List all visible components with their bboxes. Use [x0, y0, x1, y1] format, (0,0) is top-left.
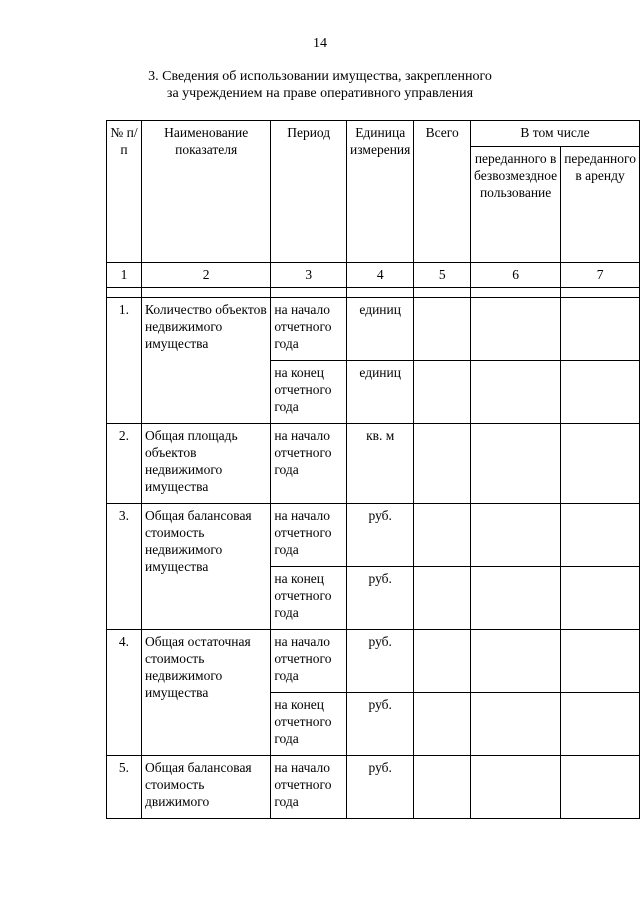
- rent-cell: [561, 424, 640, 504]
- period-cell: на начало отчетного года: [271, 424, 347, 504]
- section-title: [110, 68, 530, 102]
- rent-cell: [561, 504, 640, 567]
- table-row: [107, 298, 640, 361]
- table-row: [107, 424, 640, 504]
- free-use-cell: [471, 424, 561, 504]
- separator-cell: [414, 288, 471, 298]
- total-cell: [414, 630, 471, 693]
- column-number: 2: [141, 263, 270, 288]
- table-row: [107, 630, 640, 693]
- indicator-name: Общая балансовая стоимость недвижимого имущества: [141, 504, 270, 630]
- header-rent: переданного в аренду: [561, 147, 640, 263]
- indicator-name: Общая остаточная стоимость недвижимого имущества: [141, 630, 270, 756]
- unit-cell: руб.: [347, 693, 414, 756]
- period-cell: на конец отчетного года: [271, 567, 347, 630]
- indicator-name: Общая балансовая стоимость движимого: [141, 756, 270, 819]
- rent-cell: [561, 361, 640, 424]
- total-cell: [414, 567, 471, 630]
- column-number: 6: [471, 263, 561, 288]
- row-number: 4.: [107, 630, 142, 756]
- column-number: 1: [107, 263, 142, 288]
- rent-cell: [561, 298, 640, 361]
- separator-cell: [347, 288, 414, 298]
- header-unit: Единица измерения: [347, 121, 414, 263]
- total-cell: [414, 756, 471, 819]
- period-cell: на конец отчетного года: [271, 693, 347, 756]
- row-number: 1.: [107, 298, 142, 424]
- rent-cell: [561, 756, 640, 819]
- free-use-cell: [471, 504, 561, 567]
- header-including: В том числе: [471, 121, 640, 147]
- rent-cell: [561, 567, 640, 630]
- free-use-cell: [471, 361, 561, 424]
- row-number: 3.: [107, 504, 142, 630]
- total-cell: [414, 693, 471, 756]
- column-number: 3: [271, 263, 347, 288]
- rent-cell: [561, 630, 640, 693]
- free-use-cell: [471, 756, 561, 819]
- property-usage-table: [106, 120, 640, 819]
- period-cell: на начало отчетного года: [271, 756, 347, 819]
- free-use-cell: [471, 567, 561, 630]
- free-use-cell: [471, 298, 561, 361]
- section-title-line-2: за учреждением на праве оперативного управления: [166, 86, 474, 101]
- free-use-cell: [471, 693, 561, 756]
- header-total: Всего: [414, 121, 471, 263]
- row-number: 5.: [107, 756, 142, 819]
- total-cell: [414, 361, 471, 424]
- unit-cell: единиц: [347, 298, 414, 361]
- indicator-name: Общая площадь объектов недвижимого имущества: [141, 424, 270, 504]
- period-cell: на начало отчетного года: [271, 504, 347, 567]
- column-number: 7: [561, 263, 640, 288]
- separator-cell: [107, 288, 142, 298]
- column-number: 4: [347, 263, 414, 288]
- total-cell: [414, 298, 471, 361]
- unit-cell: кв. м: [347, 424, 414, 504]
- rent-cell: [561, 693, 640, 756]
- separator-row: [107, 288, 640, 298]
- total-cell: [414, 504, 471, 567]
- table-row: [107, 504, 640, 567]
- indicator-name: Количество объектов недвижимого имущества: [141, 298, 270, 424]
- header-row-1: [107, 121, 640, 147]
- separator-cell: [471, 288, 561, 298]
- separator-cell: [271, 288, 347, 298]
- unit-cell: единиц: [347, 361, 414, 424]
- period-cell: на начало отчетного года: [271, 298, 347, 361]
- separator-cell: [561, 288, 640, 298]
- total-cell: [414, 424, 471, 504]
- separator-cell: [141, 288, 270, 298]
- header-num: № п/п: [107, 121, 142, 263]
- unit-cell: руб.: [347, 756, 414, 819]
- unit-cell: руб.: [347, 567, 414, 630]
- column-number: 5: [414, 263, 471, 288]
- header-period: Период: [271, 121, 347, 263]
- period-cell: на начало отчетного года: [271, 630, 347, 693]
- section-title-line-1: 3. Сведения об использовании имущества, закрепленного: [148, 69, 492, 84]
- unit-cell: руб.: [347, 630, 414, 693]
- header-free-use: переданного в безвозмездное пользование: [471, 147, 561, 263]
- column-numbers-row: [107, 263, 640, 288]
- free-use-cell: [471, 630, 561, 693]
- period-cell: на конец отчетного года: [271, 361, 347, 424]
- table-row: [107, 756, 640, 819]
- header-name: Наименование показателя: [141, 121, 270, 263]
- page-number: 14: [313, 36, 327, 51]
- unit-cell: руб.: [347, 504, 414, 567]
- row-number: 2.: [107, 424, 142, 504]
